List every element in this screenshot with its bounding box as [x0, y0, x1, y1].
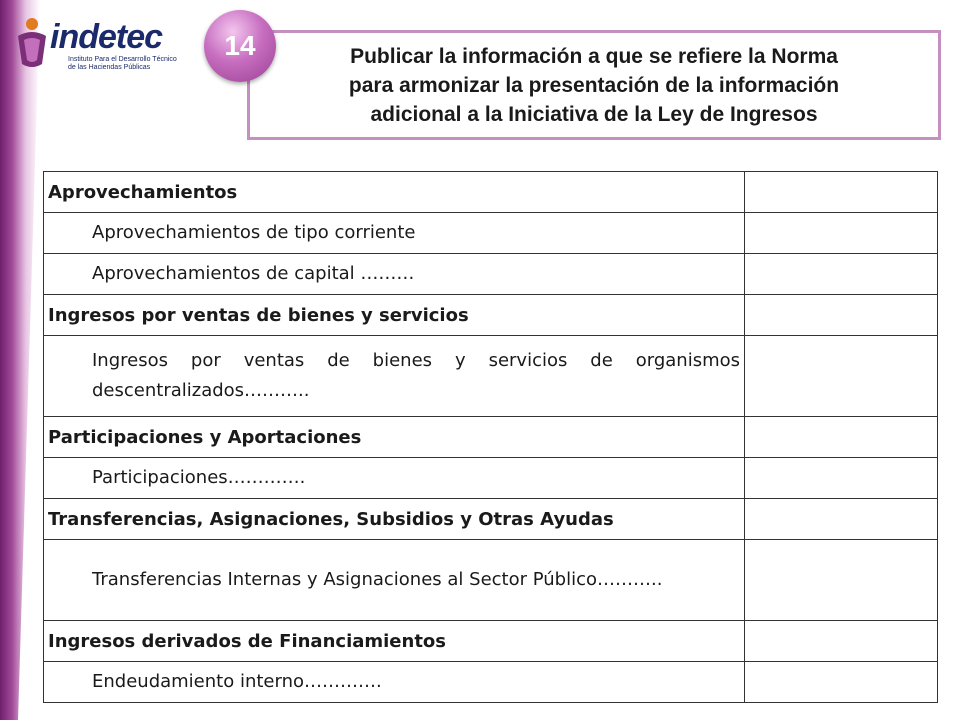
table-cell-value — [745, 540, 938, 621]
logo-subtitle-line1: Instituto Para el Desarrollo Técnico — [68, 56, 177, 63]
table-cell-value — [745, 295, 938, 336]
slide-title-line1: Publicar la información a que se refiere la Norma — [350, 44, 838, 68]
table-cell-label — [44, 499, 745, 540]
table-cell-value — [745, 458, 938, 499]
slide-title-box — [247, 30, 941, 140]
table-cell-label — [44, 295, 745, 336]
table-cell-value — [745, 213, 938, 254]
table-row — [44, 295, 938, 336]
table-cell-value — [745, 336, 938, 417]
table-cell-label — [44, 254, 745, 295]
table-cell-label — [44, 213, 745, 254]
subcategory-label: Aprovechamientos de capital ……… — [92, 263, 415, 284]
slide-title-line2: para armonizar la presentación de la información — [348, 73, 840, 97]
table-cell-value — [745, 621, 938, 662]
subcategory-label: Participaciones…………. — [92, 467, 306, 488]
logo-mark-icon — [12, 16, 52, 68]
category-header: Ingresos por ventas de bienes y servicios — [48, 304, 469, 326]
table-row — [44, 662, 938, 703]
logo-subtitle-line2: de las Haciendas Públicas — [68, 64, 151, 71]
left-decorative-stripe — [0, 0, 40, 720]
subcategory-label: Transferencias Internas y Asignaciones al Sector Público……….. — [92, 569, 663, 590]
table-row — [44, 540, 938, 621]
subcategory-label: Ingresos por ventas de bienes y servicios de organismos descentralizados……….. — [92, 350, 740, 401]
table-cell-value — [745, 172, 938, 213]
indetec-logo — [12, 12, 182, 72]
table-row — [44, 172, 938, 213]
category-header: Transferencias, Asignaciones, Subsidios y Otras Ayudas — [48, 508, 614, 530]
subcategory-label: Endeudamiento interno…………. — [92, 671, 382, 692]
logo-wordmark: indetec — [50, 18, 163, 56]
category-header: Aprovechamientos — [48, 181, 238, 203]
category-header: Ingresos derivados de Financiamientos — [48, 630, 447, 652]
category-header: Participaciones y Aportaciones — [48, 426, 362, 448]
slide-number-badge: 14 — [204, 10, 276, 82]
logo-subtitle — [68, 56, 198, 72]
table-cell-label — [44, 621, 745, 662]
table-cell-label — [44, 336, 745, 417]
table-row — [44, 336, 938, 417]
table-row — [44, 621, 938, 662]
table-cell-label — [44, 172, 745, 213]
income-table — [43, 171, 938, 703]
table-cell-value — [745, 417, 938, 458]
table-cell-label — [44, 662, 745, 703]
table-cell-label — [44, 458, 745, 499]
table-row — [44, 458, 938, 499]
table-row — [44, 417, 938, 458]
table-row — [44, 213, 938, 254]
table-cell-value — [745, 662, 938, 703]
slide-title — [349, 42, 839, 129]
table-cell-value — [745, 254, 938, 295]
table-cell-label — [44, 540, 745, 621]
table-cell-label — [44, 417, 745, 458]
subcategory-label: Aprovechamientos de tipo corriente — [92, 222, 416, 243]
table-row — [44, 499, 938, 540]
slide-title-line3: adicional a la Iniciativa de la Ley de Ingresos — [370, 102, 818, 126]
table-row — [44, 254, 938, 295]
table-cell-value — [745, 499, 938, 540]
